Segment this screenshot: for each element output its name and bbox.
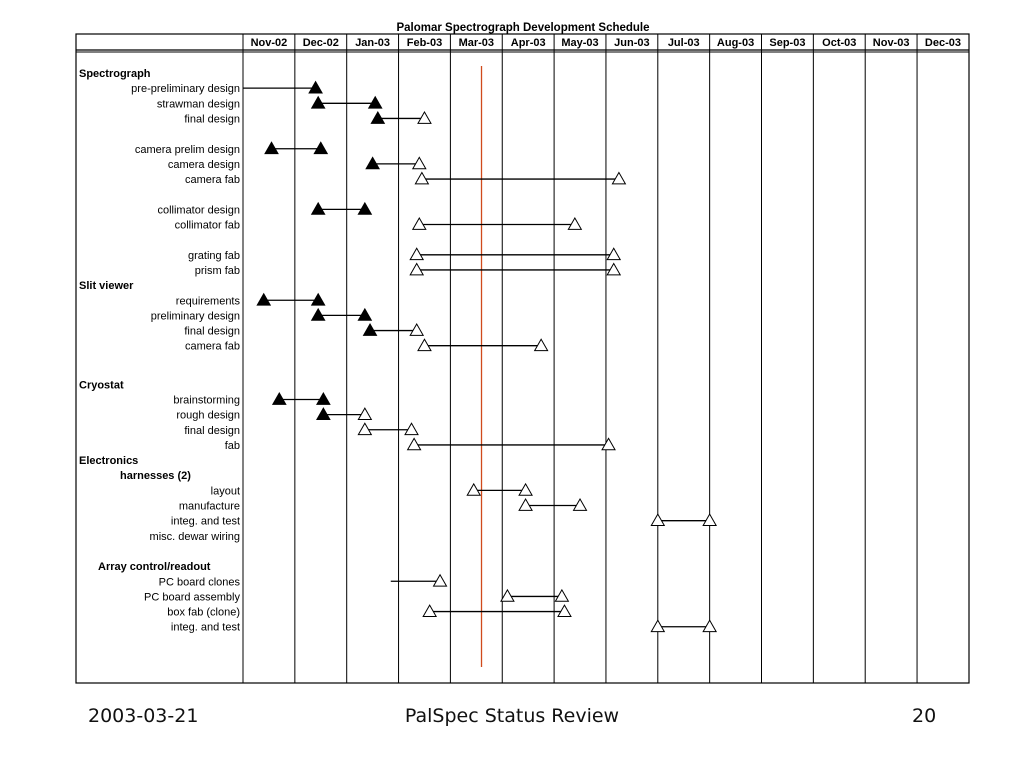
- task-bars: [243, 88, 710, 627]
- task-label: PC board assembly: [144, 591, 240, 604]
- section-label: Cryostat: [79, 379, 124, 392]
- milestone-scheduled: [467, 484, 480, 495]
- milestone-complete: [273, 393, 286, 404]
- milestone-complete: [366, 157, 379, 168]
- milestone-complete: [317, 408, 330, 419]
- subsection-label: harnesses (2): [120, 470, 191, 483]
- milestone-scheduled: [415, 173, 428, 184]
- task-label: camera fab: [184, 174, 240, 187]
- milestone-scheduled: [413, 218, 426, 229]
- month-label: Dec-03: [924, 37, 962, 49]
- milestone-scheduled: [651, 514, 664, 525]
- task-label: integ. and test: [170, 621, 240, 634]
- milestone-scheduled: [602, 438, 615, 449]
- milestone-scheduled: [555, 590, 568, 601]
- milestone-complete: [312, 203, 325, 214]
- milestone-scheduled: [408, 438, 421, 449]
- milestone-scheduled: [612, 173, 625, 184]
- milestone-complete: [358, 309, 371, 320]
- month-label: Apr-03: [510, 37, 546, 49]
- task-label: manufacture: [178, 500, 240, 513]
- milestone-scheduled: [434, 575, 447, 586]
- milestone-scheduled: [519, 484, 532, 495]
- month-label: Jul-03: [667, 37, 700, 49]
- task-label: pre-preliminary design: [131, 83, 240, 96]
- milestone-scheduled: [519, 499, 532, 510]
- milestone-complete: [358, 203, 371, 214]
- row-labels: [79, 68, 240, 634]
- milestone-complete: [371, 112, 384, 123]
- milestone-markers: [257, 82, 716, 632]
- milestone-complete: [312, 309, 325, 320]
- milestone-scheduled: [651, 620, 664, 631]
- task-label: final design: [184, 113, 240, 126]
- task-label: camera design: [167, 158, 240, 171]
- milestone-complete: [312, 294, 325, 305]
- milestone-scheduled: [410, 263, 423, 274]
- milestone-complete: [265, 142, 278, 153]
- milestone-scheduled: [413, 157, 426, 168]
- milestone-scheduled: [358, 408, 371, 419]
- milestone-scheduled: [418, 112, 431, 123]
- milestone-complete: [257, 294, 270, 305]
- milestone-complete: [369, 97, 382, 108]
- milestone-complete: [312, 97, 325, 108]
- milestone-scheduled: [418, 339, 431, 350]
- month-label: Jan-03: [355, 37, 391, 49]
- task-label: collimator fab: [174, 219, 240, 232]
- month-label: Aug-03: [716, 37, 755, 49]
- milestone-scheduled: [501, 590, 514, 601]
- task-label: layout: [210, 485, 240, 498]
- milestone-scheduled: [405, 423, 418, 434]
- task-label: camera prelim design: [134, 143, 240, 156]
- month-label: Jun-03: [614, 37, 650, 49]
- task-label: PC board clones: [158, 576, 240, 589]
- milestone-complete: [309, 82, 322, 93]
- month-label: May-03: [561, 37, 599, 49]
- milestone-scheduled: [358, 423, 371, 434]
- milestone-scheduled: [574, 499, 587, 510]
- task-label: rough design: [176, 409, 240, 422]
- month-label: Oct-03: [822, 37, 857, 49]
- subsection-label: Array control/readout: [98, 561, 211, 574]
- milestone-scheduled: [607, 248, 620, 259]
- milestone-scheduled: [607, 263, 620, 274]
- milestone-scheduled: [558, 605, 571, 616]
- milestone-scheduled: [535, 339, 548, 350]
- month-label: Feb-03: [406, 37, 443, 49]
- footer-title: PalSpec Status Review: [404, 705, 620, 727]
- task-label: misc. dewar wiring: [149, 530, 240, 543]
- page-number: 20: [912, 705, 937, 727]
- footer-date: 2003-03-21: [88, 705, 199, 727]
- milestone-scheduled: [423, 605, 436, 616]
- milestone-scheduled: [703, 514, 716, 525]
- task-label: brainstorming: [173, 394, 240, 407]
- milestone-complete: [314, 142, 327, 153]
- month-label: Mar-03: [458, 37, 495, 49]
- task-label: grating fab: [188, 249, 240, 262]
- milestone-scheduled: [703, 620, 716, 631]
- month-label: Nov-03: [872, 37, 910, 49]
- section-label: Electronics: [79, 455, 139, 468]
- milestone-complete: [317, 393, 330, 404]
- month-label: Sep-03: [769, 37, 806, 49]
- task-label: collimator design: [157, 204, 240, 217]
- task-label: camera fab: [184, 340, 240, 353]
- month-label: Nov-02: [250, 37, 288, 49]
- task-label: requirements: [175, 295, 240, 308]
- month-label: Dec-02: [302, 37, 339, 49]
- task-label: integ. and test: [170, 515, 240, 528]
- task-label: preliminary design: [150, 310, 240, 323]
- task-label: prism fab: [194, 264, 240, 277]
- task-label: final design: [184, 424, 240, 437]
- task-label: box fab (clone): [167, 606, 240, 619]
- milestone-scheduled: [410, 248, 423, 259]
- section-label: Spectrograph: [79, 68, 151, 80]
- task-label: final design: [184, 325, 240, 338]
- task-label: fab: [224, 439, 240, 452]
- section-label: Slit viewer: [79, 280, 134, 293]
- task-label: strawman design: [156, 98, 240, 111]
- milestone-scheduled: [568, 218, 581, 229]
- milestone-scheduled: [410, 324, 423, 335]
- milestone-complete: [364, 324, 377, 335]
- chart-title: Palomar Spectrograph Development Schedule: [396, 22, 650, 34]
